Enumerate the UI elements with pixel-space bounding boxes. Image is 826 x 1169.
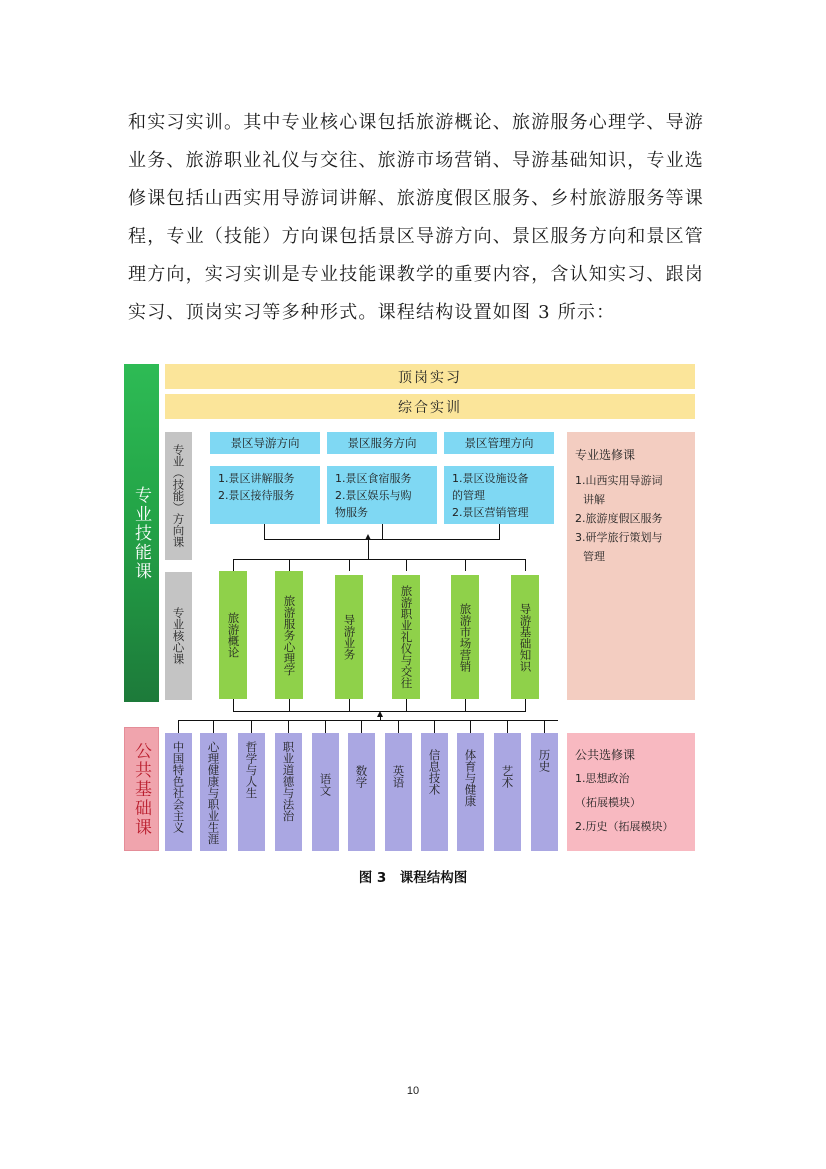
public-course: 语文 [312, 733, 339, 851]
core-course: 旅游市场营销 [451, 575, 479, 699]
professional-elective-box: 专业选修课 1.山西实用导游词 讲解 2.旅游度假区服务 3.研学旅行策划与 管理 [567, 432, 695, 700]
public-course: 体育与健康 [457, 733, 484, 851]
paragraph-line: 实习、顶岗实习等多种形式。课程结构设置如图 3 所示： [128, 302, 616, 323]
training-bar: 综合实训 [165, 394, 695, 419]
professional-skills-label: 专业技能课 [124, 364, 159, 702]
direction-head: 景区导游方向 [210, 432, 320, 454]
public-course: 数学 [348, 733, 375, 851]
body-paragraph [128, 104, 704, 332]
direction-body: 1.景区设施设备 的管理 2.景区营销管理 [444, 466, 554, 524]
public-course: 英语 [385, 733, 412, 851]
core-course: 旅游服务心理学 [275, 571, 303, 699]
arrow-icon [365, 534, 371, 540]
paragraph-line: 理方向，实习实训是专业技能课教学的重要内容，含认知实习、跟岗 [128, 264, 704, 285]
public-course: 哲学与人生 [238, 733, 265, 851]
public-course: 历史 [531, 733, 558, 851]
paragraph-line: 修课包括山西实用导游词讲解、旅游度假区服务、乡村旅游服务等课 [128, 188, 704, 209]
public-course: 中国特色社会主义 [165, 733, 192, 851]
paragraph-line: 和实习实训。其中专业核心课包括旅游概论、旅游服务心理学、导游 [128, 112, 704, 133]
core-course-label: 专业核心课 [165, 572, 192, 700]
paragraph-line: 程，专业（技能）方向课包括景区导游方向、景区服务方向和景区管 [128, 226, 704, 247]
figure-caption: 图 3 课程结构图 [358, 870, 468, 886]
public-course: 职业道德与法治 [275, 733, 302, 851]
core-course: 导游基础知识 [511, 575, 539, 699]
direction-course-label: 专业（技能）方向课 [165, 432, 192, 560]
public-course: 艺术 [494, 733, 521, 851]
core-course: 旅游职业礼仪与交往 [392, 575, 420, 699]
page-number: 10 [406, 1085, 420, 1097]
core-course: 旅游概论 [219, 571, 247, 699]
public-basic-label: 公共基础课 [124, 727, 159, 851]
core-course: 导游业务 [335, 575, 363, 699]
direction-head: 景区管理方向 [444, 432, 554, 454]
course-structure-diagram [124, 364, 698, 856]
public-course: 心理健康与职业生涯 [200, 733, 227, 851]
paragraph-line: 业务、旅游职业礼仪与交往、旅游市场营销、导游基础知识，专业选 [128, 150, 704, 171]
public-course: 信息技术 [421, 733, 448, 851]
direction-body: 1.景区讲解服务 2.景区接待服务 [210, 466, 320, 524]
internship-bar: 顶岗实习 [165, 364, 695, 389]
direction-body: 1.景区食宿服务 2.景区娱乐与购 物服务 [327, 466, 437, 524]
public-elective-box: 公共选修课 1.思想政治 （拓展模块） 2.历史（拓展模块） [567, 733, 695, 851]
direction-head: 景区服务方向 [327, 432, 437, 454]
